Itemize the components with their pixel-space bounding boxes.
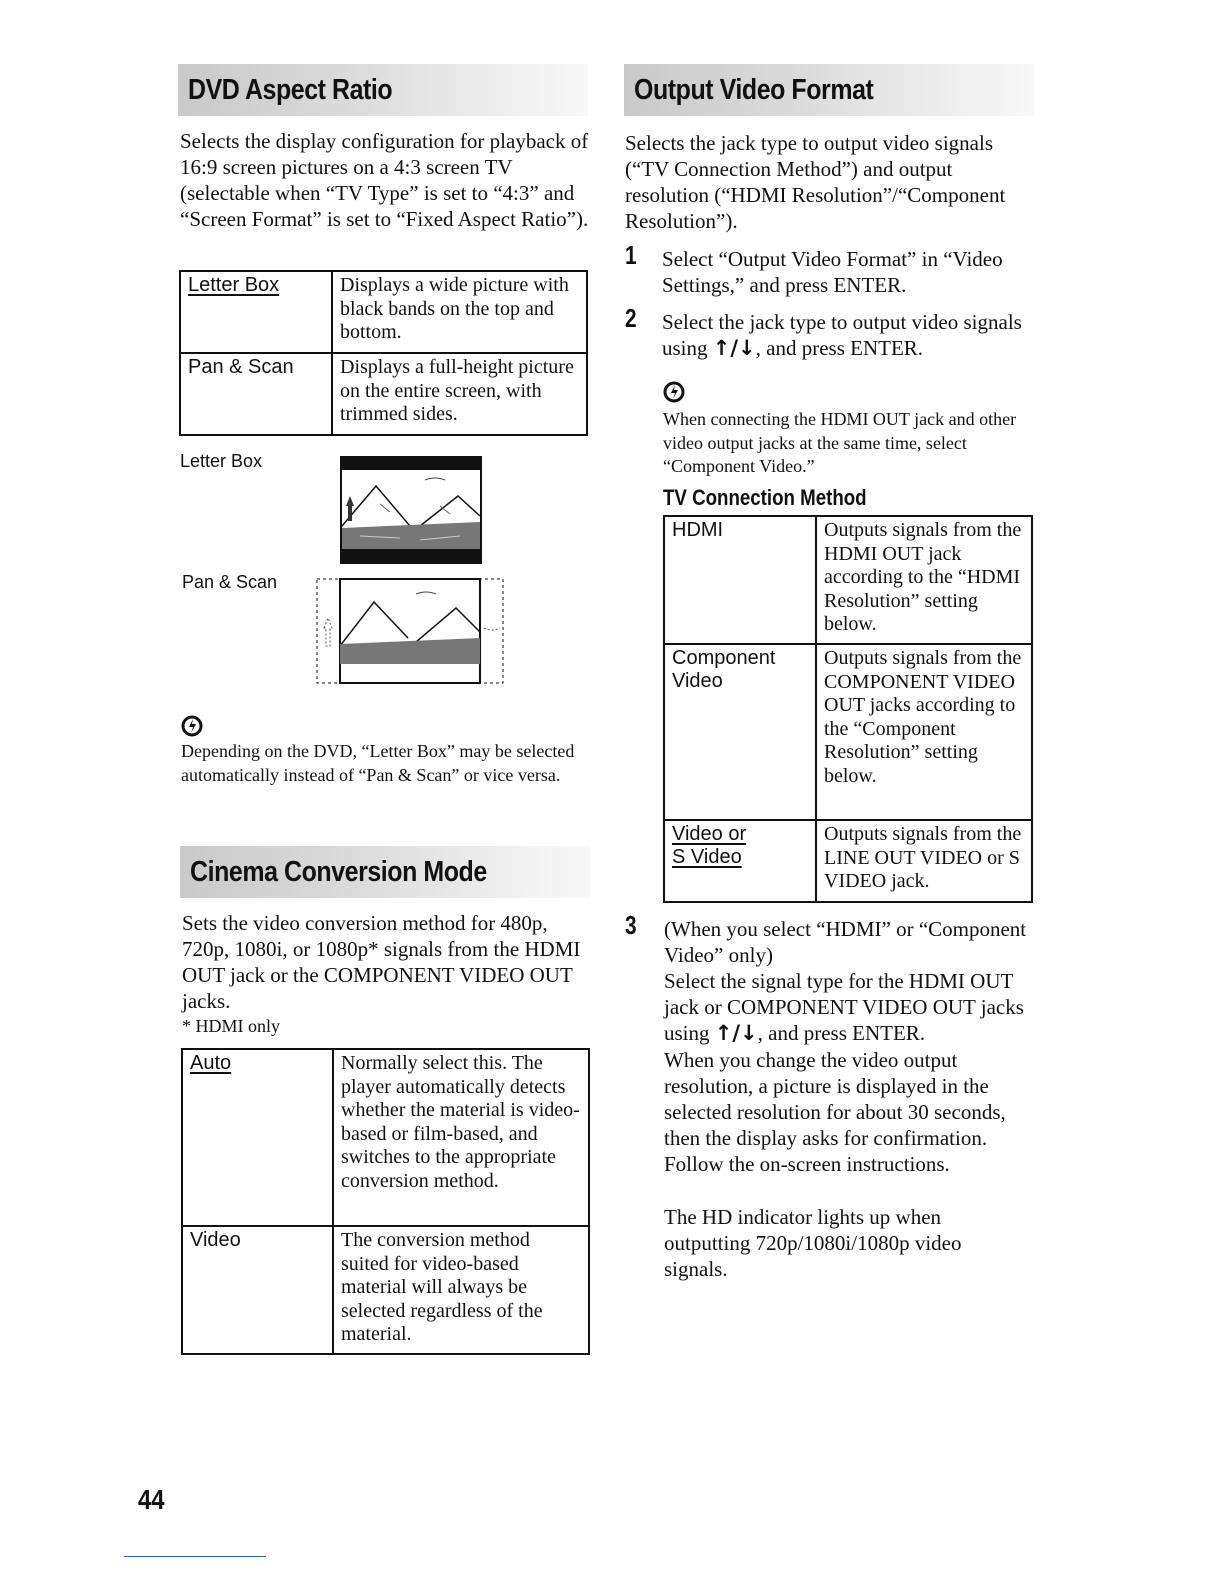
hint-icon — [181, 715, 203, 737]
letterbox-figure-label: Letter Box — [180, 451, 263, 471]
letterbox-illustration — [340, 456, 482, 564]
step-number: 3 — [625, 910, 637, 940]
table-row — [182, 1226, 589, 1354]
step-3-detail: When you change the video output resolution, a picture is displayed in the selected resolution for about 30 seconds, then the display asks for confirmation. Follow the on-screen instructions. — [664, 1048, 1006, 1176]
option-term: Pan & Scan — [180, 353, 332, 435]
page-number: 44 — [138, 1484, 165, 1515]
option-description: Displays a full-height picture on the entire screen, with trimmed sides. — [332, 353, 587, 435]
output-hint-text: When connecting the HDMI OUT jack and other video output jacks at the same time, select “Component Video.” — [663, 409, 1017, 476]
option-description: The conversion method suited for video-based material will always be selected regardless of the material. — [333, 1226, 589, 1354]
option-term: Letter Box — [180, 271, 332, 353]
panscan-illustration — [316, 578, 504, 684]
output-video-format-header — [624, 64, 1034, 116]
table-row — [664, 516, 1032, 644]
table-row — [180, 353, 587, 435]
up-down-arrow-icon: ↑/↓ — [712, 336, 756, 360]
hd-indicator-note: The HD indicator lights up when outputting 720p/1080i/1080p video signals. — [664, 1205, 962, 1281]
aspect-hint-text: Depending on the DVD, “Letter Box” may be selected automatically instead of “Pan & Scan” or vice versa. — [181, 741, 575, 785]
option-term: Component Video — [664, 644, 816, 820]
aspect-intro: Selects the display configuration for playback of 16:9 screen pictures on a 4:3 screen TV (selectable when “TV Type” is set to “4:3” and “Screen Format” is set to “Fixed Aspect Ratio”). — [180, 129, 589, 231]
option-term: Video — [182, 1226, 333, 1354]
section-title: Output Video Format — [634, 74, 874, 106]
step-3-text: Select the signal type for the HDMI OUT jack or COMPONENT VIDEO OUT jacks using ↑/↓, and press ENTER. — [664, 969, 1024, 1045]
option-description: Outputs signals from the COMPONENT VIDEO OUT jacks according to the “Component Resolution” setting below. — [816, 644, 1032, 820]
cinema-options-table — [181, 1048, 590, 1355]
step-3-condition: (When you select “HDMI” or “Component Video” only) — [664, 917, 1027, 967]
table-row — [664, 644, 1032, 820]
step-1-text: Select “Output Video Format” in “Video Settings,” and press ENTER. — [662, 247, 1003, 297]
option-description: Normally select this. The player automatically detects whether the material is video-based or film-based, and switches to the appropriate conversion method. — [333, 1049, 589, 1226]
table-row — [664, 820, 1032, 902]
section-title: Cinema Conversion Mode — [190, 856, 487, 888]
cinema-footnote: * HDMI only — [182, 1016, 280, 1036]
section-title: DVD Aspect Ratio — [188, 74, 393, 106]
table-row — [182, 1049, 589, 1226]
up-down-arrow-icon: ↑/↓ — [714, 1021, 758, 1045]
tv-connection-heading: TV Connection Method — [663, 485, 867, 510]
panscan-figure-label: Pan & Scan — [182, 572, 278, 592]
table-row — [180, 271, 587, 353]
option-description: Outputs signals from the LINE OUT VIDEO or S VIDEO jack. — [816, 820, 1032, 902]
output-intro: Selects the jack type to output video signals (“TV Connection Method”) and output resolution (“HDMI Resolution”/“Component Resolution”). — [625, 131, 1006, 233]
hint-icon — [663, 381, 685, 403]
option-term: Auto — [182, 1049, 333, 1226]
tv-connection-table — [663, 515, 1033, 903]
option-description: Displays a wide picture with black bands on the top and bottom. — [332, 271, 587, 353]
page-divider — [124, 1556, 266, 1557]
step-number: 1 — [625, 240, 637, 270]
dvd-aspect-ratio-header — [178, 64, 588, 116]
option-term: HDMI — [664, 516, 816, 644]
step-number: 2 — [625, 303, 637, 333]
option-description: Outputs signals from the HDMI OUT jack according to the “HDMI Resolution” setting below. — [816, 516, 1032, 644]
aspect-options-table — [179, 270, 588, 436]
option-term: Video or S Video — [664, 820, 816, 902]
cinema-intro: Sets the video conversion method for 480p, 720p, 1080i, or 1080p* signals from the HDMI OUT jack or the COMPONENT VIDEO OUT jacks. — [182, 911, 581, 1013]
step-2-text: Select the jack type to output video signals using ↑/↓, and press ENTER. — [662, 310, 1022, 360]
cinema-conversion-header — [180, 846, 590, 898]
